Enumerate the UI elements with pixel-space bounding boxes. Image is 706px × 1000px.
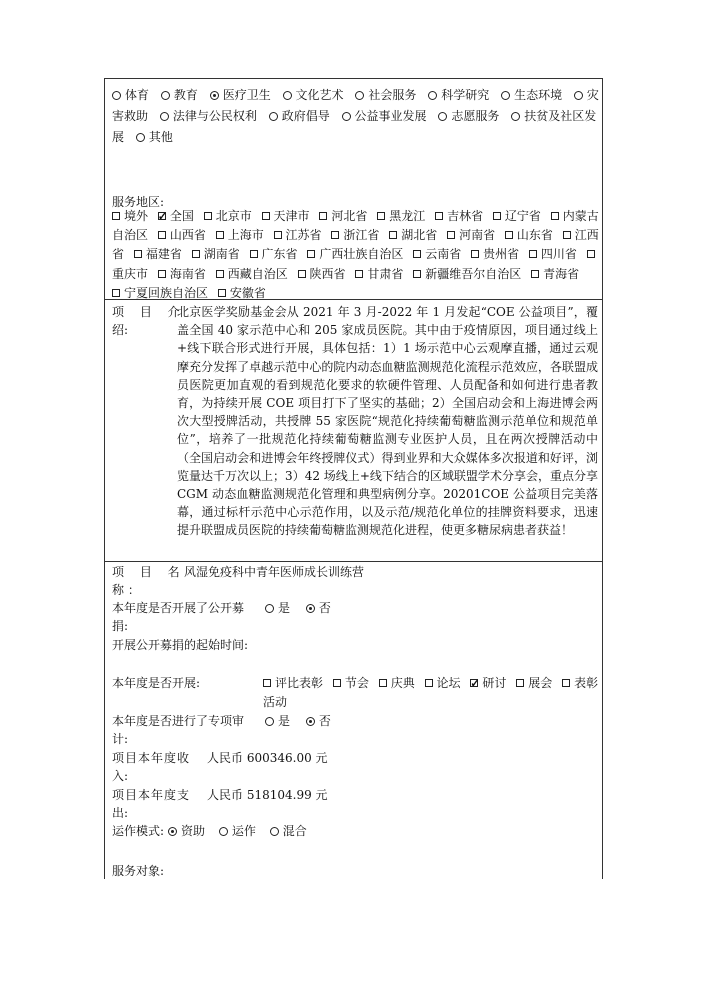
option-label: 宁夏回族自治区 bbox=[124, 285, 209, 300]
option-label: 吉林省 bbox=[447, 209, 484, 223]
option-label: 扶贫及社区发展 bbox=[112, 109, 597, 144]
checkbox-icon[interactable] bbox=[435, 212, 443, 220]
option-label: 其他 bbox=[148, 130, 173, 144]
radio-icon[interactable] bbox=[265, 604, 274, 613]
option-label: 新疆维吾尔自治区 bbox=[425, 266, 522, 281]
checkbox-icon[interactable] bbox=[425, 679, 433, 687]
radio-icon[interactable] bbox=[168, 827, 177, 836]
expense-label-cont: 出: bbox=[112, 806, 129, 820]
radio-option[interactable] bbox=[265, 601, 290, 615]
checkbox-option[interactable] bbox=[379, 676, 415, 690]
project-name-value: 风湿免疫科中青年医师成长训练营 bbox=[184, 565, 365, 579]
radio-option[interactable] bbox=[428, 88, 489, 102]
radio-icon[interactable] bbox=[265, 717, 274, 726]
checkbox-icon[interactable] bbox=[516, 679, 524, 687]
option-label: 教育 bbox=[173, 88, 198, 102]
option-label: 研讨 bbox=[482, 676, 507, 690]
checkbox-option[interactable] bbox=[413, 247, 461, 261]
option-label: 河北省 bbox=[331, 209, 368, 223]
radio-icon[interactable] bbox=[161, 91, 170, 100]
radio-icon[interactable] bbox=[112, 91, 121, 100]
option-label: 四川省 bbox=[540, 247, 577, 262]
checkbox-icon[interactable] bbox=[134, 250, 142, 258]
checkbox-icon[interactable] bbox=[333, 679, 341, 687]
checkbox-icon[interactable] bbox=[470, 679, 478, 687]
checkbox-option[interactable] bbox=[192, 247, 240, 261]
option-label: 云南省 bbox=[425, 247, 462, 262]
checkbox-option[interactable] bbox=[216, 228, 264, 242]
audit-label-cont: 计: bbox=[112, 732, 129, 746]
checkbox-icon[interactable] bbox=[531, 270, 539, 278]
option-label: 展会 bbox=[528, 676, 553, 690]
checkbox-option[interactable] bbox=[298, 267, 346, 281]
option-label: 科学研究 bbox=[441, 88, 490, 102]
checkbox-option[interactable] bbox=[158, 228, 206, 242]
checkbox-icon[interactable] bbox=[413, 270, 421, 278]
option-label: 公益事业发展 bbox=[354, 109, 427, 123]
option-label: 贵州省 bbox=[483, 247, 520, 262]
radio-icon[interactable] bbox=[342, 112, 351, 121]
option-label: 医疗卫生 bbox=[222, 88, 271, 102]
public-fund-label: 本年度是否开展了公开募 bbox=[112, 601, 245, 615]
option-label: 运作 bbox=[231, 824, 256, 838]
checkbox-option[interactable] bbox=[531, 267, 579, 281]
option-label: 政府倡导 bbox=[281, 109, 330, 123]
checkbox-option[interactable] bbox=[470, 676, 506, 690]
public-fund-label-cont: 捐: bbox=[112, 619, 129, 633]
checkbox-icon[interactable] bbox=[471, 250, 479, 258]
activities-label: 本年度是否开展: bbox=[112, 676, 201, 690]
option-label: 广西壮族自治区 bbox=[319, 247, 404, 262]
checkbox-icon[interactable] bbox=[158, 231, 166, 239]
divider bbox=[104, 561, 602, 562]
checkbox-icon[interactable] bbox=[505, 231, 513, 239]
option-label: 天津市 bbox=[273, 209, 310, 223]
radio-option[interactable] bbox=[283, 88, 344, 102]
checkbox-option[interactable] bbox=[516, 676, 552, 690]
radio-icon[interactable] bbox=[219, 827, 228, 836]
checkbox-icon[interactable] bbox=[389, 231, 397, 239]
option-label: 山东省 bbox=[516, 228, 553, 243]
radio-icon[interactable] bbox=[306, 604, 315, 613]
option-label: 庆典 bbox=[390, 676, 415, 690]
option-label: 西藏自治区 bbox=[227, 266, 288, 281]
option-label: 福建省 bbox=[145, 247, 182, 262]
option-label: 黑龙江 bbox=[389, 209, 426, 223]
radio-option[interactable] bbox=[210, 88, 271, 102]
radio-option[interactable] bbox=[270, 824, 307, 838]
checkbox-icon[interactable] bbox=[447, 231, 455, 239]
radio-icon[interactable] bbox=[160, 112, 169, 121]
public-fund-options bbox=[265, 599, 343, 617]
checkbox-option[interactable] bbox=[355, 267, 403, 281]
option-label: 表彰活动 bbox=[263, 676, 599, 709]
checkbox-option[interactable] bbox=[447, 228, 495, 242]
option-label: 文化艺术 bbox=[295, 88, 344, 102]
checkbox-icon[interactable] bbox=[250, 250, 258, 258]
radio-icon[interactable] bbox=[283, 91, 292, 100]
checkbox-icon[interactable] bbox=[493, 212, 501, 220]
project-name-label: 项 目 名 bbox=[112, 565, 186, 579]
checkbox-option[interactable] bbox=[413, 267, 521, 281]
option-label: 灾害救助 bbox=[112, 88, 599, 123]
checkbox-option[interactable] bbox=[471, 247, 519, 261]
option-label: 评比表彰 bbox=[275, 676, 324, 690]
checkbox-icon[interactable] bbox=[551, 212, 559, 220]
intro-text: 北京医学奖励基金会从 2021 年 3 月-2022 年 1 月发起“COE 公益项目”，覆盖全国 40 家示范中心和 205 家成员医院。其中由于疫情原因，项目通过线上+线下联合形式进行开展，具体包括：1）1 场示范中心云观摩直播，通过云观摩充分发挥了卓越示范中心的院内动态血糖监测规范化流程示范效应，各联盟成员医院更加直观的看到规范化要求的软硬件管理、人员配备和如何进行患者教育，为持续开展 COE 项目打下了坚实的基础；2）全国启动会和上海进博会两次大型授牌活动，共授牌 55 家医院“规范化持续葡萄糖监测示范单位和规范单位”，培养了一批规范化持续葡萄糖监测专业医护人员，且在两次授牌活动中（全国启动会和进博会年终授牌仪式）得到业界和大众媒体多次报道和好评，浏览量达千万次以上；3）42 场线上+线下结合的区域联盟学术分享会，重点分享 CGM 动态血糖监测规范化管理和典型病例分享。20201COE 公益项目完美落幕，通过标杆示范中心示范作用，以及示范/规范化单位的挂牌资料要求，迅速提升联盟成员医院的持续葡萄糖监测规范化进程，使更多糖尿病患者获益！ bbox=[177, 305, 598, 538]
checkbox-option[interactable] bbox=[333, 676, 369, 690]
option-label: 是 bbox=[278, 714, 291, 728]
checkbox-option[interactable] bbox=[274, 228, 322, 242]
option-label: 浙江省 bbox=[343, 228, 380, 243]
checkbox-option[interactable] bbox=[134, 247, 182, 261]
radio-icon[interactable] bbox=[501, 91, 510, 100]
checkbox-icon[interactable] bbox=[562, 679, 570, 687]
checkbox-icon[interactable] bbox=[204, 212, 212, 220]
checkbox-option[interactable] bbox=[218, 286, 266, 300]
radio-option[interactable] bbox=[219, 824, 256, 838]
start-time-label: 开展公开募捐的起始时间: bbox=[112, 638, 249, 652]
mode-label: 运作模式: bbox=[112, 824, 165, 838]
option-label: 境外 bbox=[124, 209, 149, 223]
option-label: 生态环境 bbox=[514, 88, 563, 102]
checkbox-option[interactable] bbox=[389, 228, 437, 242]
option-label: 是 bbox=[278, 601, 291, 615]
option-label: 上海市 bbox=[227, 228, 264, 243]
option-label: 节会 bbox=[344, 676, 369, 690]
radio-option[interactable] bbox=[168, 824, 205, 838]
checkbox-option[interactable] bbox=[505, 228, 553, 242]
checkbox-option[interactable] bbox=[250, 247, 298, 261]
radio-option[interactable] bbox=[136, 130, 173, 144]
radio-option[interactable] bbox=[112, 88, 149, 102]
radio-option[interactable] bbox=[355, 88, 416, 102]
checkbox-icon[interactable] bbox=[379, 679, 387, 687]
radio-icon[interactable] bbox=[574, 91, 583, 100]
radio-option[interactable] bbox=[306, 714, 331, 728]
option-label: 法律与公民权利 bbox=[172, 109, 257, 123]
checkbox-icon[interactable] bbox=[331, 231, 339, 239]
checkbox-icon[interactable] bbox=[216, 270, 224, 278]
checkbox-option[interactable] bbox=[158, 267, 206, 281]
option-label: 江苏省 bbox=[285, 228, 322, 243]
option-label: 山西省 bbox=[169, 228, 206, 243]
radio-icon[interactable] bbox=[210, 91, 219, 100]
checkbox-icon[interactable] bbox=[158, 270, 166, 278]
intro-label-cont: 绍: bbox=[112, 323, 129, 337]
option-label: 河南省 bbox=[459, 228, 496, 243]
option-label: 海南省 bbox=[169, 266, 206, 281]
option-label: 内蒙古自治区 bbox=[112, 209, 599, 243]
checkbox-icon[interactable] bbox=[158, 212, 166, 220]
checkbox-option[interactable] bbox=[529, 247, 577, 261]
checkbox-icon[interactable] bbox=[218, 289, 226, 297]
checkbox-icon[interactable] bbox=[355, 270, 363, 278]
checkbox-icon[interactable] bbox=[563, 231, 571, 239]
option-label: 湖北省 bbox=[401, 228, 438, 243]
activities-options bbox=[263, 674, 603, 712]
checkbox-icon[interactable] bbox=[529, 250, 537, 258]
option-label: 资助 bbox=[181, 824, 206, 838]
audit-label: 本年度是否进行了专项审 bbox=[112, 714, 245, 728]
option-label: 安徽省 bbox=[229, 285, 266, 300]
divider bbox=[104, 299, 602, 300]
option-label: 论坛 bbox=[436, 676, 461, 690]
option-label: 体育 bbox=[125, 88, 150, 102]
option-label: 广东省 bbox=[261, 247, 298, 262]
radio-icon[interactable] bbox=[438, 112, 447, 121]
radio-option[interactable] bbox=[306, 601, 331, 615]
checkbox-option[interactable] bbox=[425, 676, 461, 690]
checkbox-option[interactable] bbox=[158, 209, 194, 223]
option-label: 北京市 bbox=[215, 209, 252, 223]
radio-icon[interactable] bbox=[355, 91, 364, 100]
option-label: 志愿服务 bbox=[451, 109, 500, 123]
checkbox-icon[interactable] bbox=[587, 250, 595, 258]
income-value: 人民币 600346.00 元 bbox=[207, 751, 328, 765]
checkbox-option[interactable] bbox=[493, 209, 541, 223]
checkbox-icon[interactable] bbox=[263, 679, 271, 687]
expense-value: 人民币 518104.99 元 bbox=[207, 788, 328, 802]
option-label: 陕西省 bbox=[309, 266, 346, 281]
intro-label: 项 目 介 bbox=[112, 305, 186, 319]
checkbox-option[interactable] bbox=[435, 209, 483, 223]
checkbox-option[interactable] bbox=[204, 209, 252, 223]
checkbox-icon[interactable] bbox=[112, 289, 120, 297]
checkbox-icon[interactable] bbox=[413, 250, 421, 258]
checkbox-icon[interactable] bbox=[192, 250, 200, 258]
checkbox-option[interactable] bbox=[262, 209, 310, 223]
option-label: 全国 bbox=[169, 209, 194, 223]
radio-option[interactable] bbox=[438, 109, 499, 123]
radio-icon[interactable] bbox=[269, 112, 278, 121]
checkbox-option[interactable] bbox=[307, 247, 403, 261]
expense-label: 项目本年度支 bbox=[112, 788, 191, 802]
option-label: 重庆市 bbox=[112, 266, 149, 281]
option-label: 社会服务 bbox=[368, 88, 417, 102]
radio-option[interactable] bbox=[160, 109, 257, 123]
checkbox-option[interactable] bbox=[331, 228, 379, 242]
checkbox-icon[interactable] bbox=[216, 231, 224, 239]
checkbox-option[interactable] bbox=[216, 267, 288, 281]
checkbox-icon[interactable] bbox=[307, 250, 315, 258]
checkbox-option[interactable] bbox=[112, 286, 208, 300]
option-label: 江西省 bbox=[112, 228, 599, 262]
radio-icon[interactable] bbox=[511, 112, 520, 121]
audit-options bbox=[265, 712, 343, 730]
option-label: 甘肃省 bbox=[367, 266, 404, 281]
project-name-label-cont: 称 ： bbox=[112, 583, 140, 597]
option-label: 湖南省 bbox=[203, 247, 240, 262]
radio-icon[interactable] bbox=[136, 133, 145, 142]
income-label: 项目本年度收 bbox=[112, 751, 191, 765]
option-label: 青海省 bbox=[543, 266, 580, 281]
checkbox-option[interactable] bbox=[263, 676, 323, 690]
option-label: 辽宁省 bbox=[504, 209, 541, 223]
checkbox-option[interactable] bbox=[112, 209, 148, 223]
checkbox-option[interactable] bbox=[319, 209, 367, 223]
region-options bbox=[112, 207, 600, 303]
radio-option[interactable] bbox=[501, 88, 562, 102]
income-label-cont: 入: bbox=[112, 769, 129, 783]
radio-icon[interactable] bbox=[428, 91, 437, 100]
option-label: 否 bbox=[318, 714, 331, 728]
checkbox-option[interactable] bbox=[377, 209, 425, 223]
checkbox-icon[interactable] bbox=[298, 270, 306, 278]
regions-label: 服务地区: bbox=[112, 195, 165, 209]
radio-icon[interactable] bbox=[270, 827, 279, 836]
radio-option[interactable] bbox=[342, 109, 427, 123]
checkbox-icon[interactable] bbox=[262, 212, 270, 220]
checkbox-icon[interactable] bbox=[377, 212, 385, 220]
option-label: 否 bbox=[318, 601, 331, 615]
mode-options bbox=[168, 822, 317, 840]
radio-icon[interactable] bbox=[306, 717, 315, 726]
field-options bbox=[112, 85, 600, 148]
radio-option[interactable] bbox=[265, 714, 290, 728]
radio-option[interactable] bbox=[269, 109, 330, 123]
checkbox-icon[interactable] bbox=[112, 212, 120, 220]
checkbox-icon[interactable] bbox=[274, 231, 282, 239]
radio-option[interactable] bbox=[161, 88, 198, 102]
checkbox-icon[interactable] bbox=[319, 212, 327, 220]
service-target-label: 服务对象: bbox=[112, 864, 165, 878]
option-label: 混合 bbox=[282, 824, 307, 838]
